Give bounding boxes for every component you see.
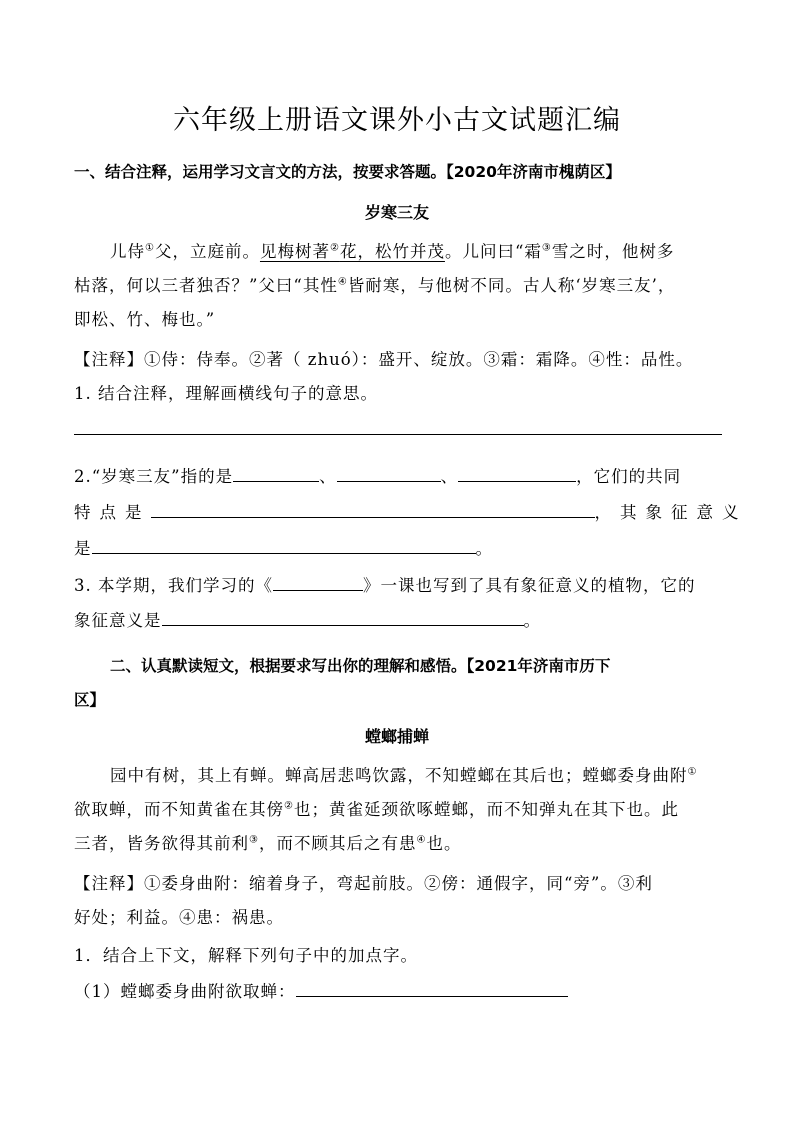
question-2-line1: [74, 463, 681, 487]
text-span: 花，松竹并茂: [339, 242, 445, 261]
section2-notes-line1: 【注释】①委身曲附：缩着身子，弯起前肢。②傍：通假字，同“旁”。③利: [74, 874, 653, 893]
section2-question-1-1: [74, 978, 568, 1002]
text-span: 也；黄雀延颈欲啄螳螂，而不知弹丸在其下也。此: [293, 800, 679, 819]
section2-passage-title: 螳螂捕蝉: [364, 727, 429, 746]
section2-passage-line2: [74, 796, 679, 820]
text-span: 象征意义是: [74, 611, 162, 630]
text-span: 欲取蝉，而不知黄雀在其傍: [74, 800, 284, 819]
section2-heading-line2: 区】: [74, 691, 106, 709]
section2-passage-line1: [110, 762, 697, 786]
text-span: （1）螳螂委身曲附欲取蝉：: [74, 982, 296, 1001]
footnote-marker: ②: [284, 800, 294, 812]
footnote-marker: ④: [337, 276, 348, 288]
text-span: 、: [440, 467, 459, 486]
text-span: 见梅树著: [259, 242, 330, 261]
footnote-marker: ③: [249, 834, 259, 846]
section1-passage-line3: 即松、竹、梅也。”: [74, 310, 216, 329]
section1-notes: 【注释】①侍：侍奉。②著（ zhuó）：盛开、绽放。③霜：霜降。④性：品性。: [74, 350, 694, 369]
section2-question-1: 1．结合上下文，解释下列句子中的加点字。: [74, 946, 418, 965]
text-span: 雪之时，他树多: [551, 242, 675, 261]
section2-passage-line3: [74, 830, 461, 854]
section2-notes-line2: 好处；利益。④患：祸患。: [74, 908, 284, 927]
question-3-line2: [74, 607, 541, 631]
section1-passage-line1: [110, 238, 674, 262]
answer-blank[interactable]: [458, 464, 576, 482]
question-3-line1: [74, 572, 696, 596]
footnote-marker: ①: [687, 766, 698, 778]
section1-passage-title: 岁寒三友: [364, 203, 429, 222]
question-1: 1. 结合注释，理解画横线句子的意思。: [74, 384, 378, 403]
answer-blank[interactable]: [151, 500, 595, 518]
text-span: 是: [74, 539, 92, 558]
text-span: 、: [319, 467, 337, 486]
answer-blank[interactable]: [273, 573, 363, 591]
footnote-marker: ④: [416, 834, 427, 846]
text-span: ，它们的共同: [576, 467, 682, 486]
footnote-marker: ①: [145, 242, 155, 254]
answer-blank[interactable]: [233, 464, 319, 482]
answer-blank[interactable]: [162, 608, 524, 626]
text-span: 园中有树，其上有蝉。蝉高居悲鸣饮露，不知螳螂在其后也；螳螂委身曲附: [110, 766, 688, 785]
answer-blank[interactable]: [337, 464, 441, 482]
question-2-line2: [74, 499, 748, 523]
page-title: 六年级上册语文课外小古文试题汇编: [173, 105, 621, 136]
text-span: 父，立庭前。: [154, 242, 260, 261]
answer-line[interactable]: [74, 434, 722, 435]
text-span: 也。: [426, 834, 462, 853]
text-span: ，而不顾其后之有患: [258, 834, 417, 853]
section1-heading: 一、结合注释，运用学习文言文的方法，按要求答题。【2020年济南市槐荫区】: [74, 163, 621, 181]
text-span: 。: [475, 539, 493, 558]
text-span: 皆耐寒，与他树不同。古人称‘岁寒三友’，: [347, 276, 676, 295]
text-span: 三者，皆务欲得其前利: [74, 834, 249, 853]
text-span: 枯落，何以三者独否？”父曰“其性: [74, 276, 338, 295]
text-span: 。儿问曰“霜: [444, 242, 542, 261]
text-span: 2.“岁寒三友”指的是: [74, 467, 234, 486]
text-span: 3. 本学期，我们学习的《: [74, 576, 273, 595]
text-span: 。: [523, 611, 541, 630]
text-span: ，其象征意义: [594, 503, 748, 522]
answer-blank[interactable]: [92, 536, 476, 554]
answer-blank[interactable]: [296, 979, 568, 997]
section1-passage-line2: [74, 272, 675, 296]
footnote-marker: ②: [329, 242, 340, 254]
text-span: 》一课也写到了具有象征意义的植物，它的: [363, 576, 696, 595]
section2-heading-line1: 二、认真默读短文，根据要求写出你的理解和感悟。【2021年济南市历下: [110, 657, 611, 675]
footnote-marker: ③: [541, 242, 552, 254]
question-2-line3: [74, 535, 493, 559]
underlined-sentence: [260, 242, 445, 261]
text-span: 特点是: [74, 503, 151, 522]
text-span: 儿侍: [110, 242, 145, 261]
